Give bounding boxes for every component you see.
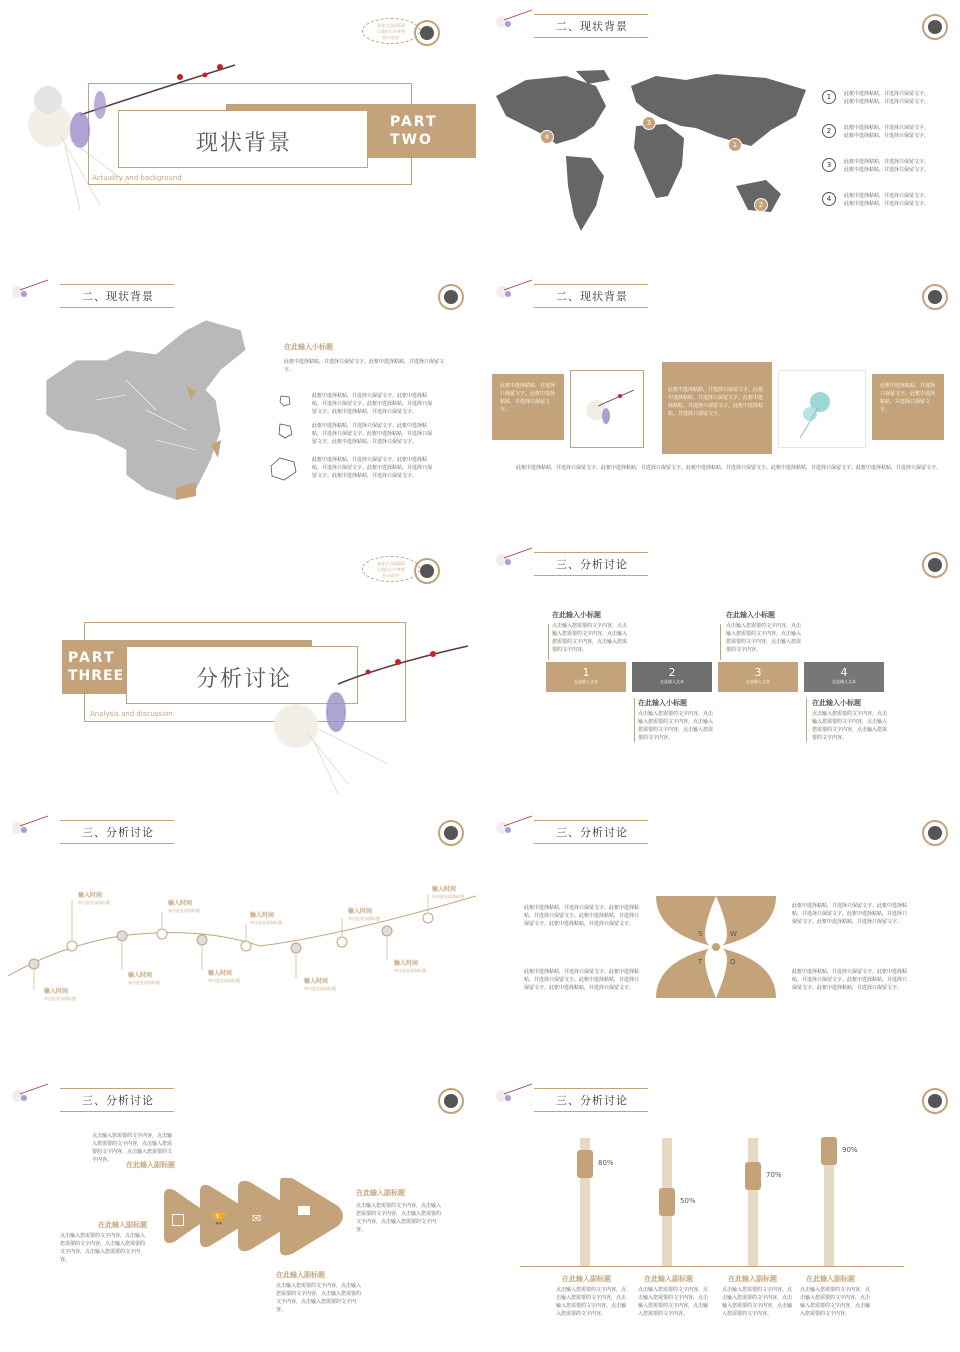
step-connector	[720, 624, 721, 660]
timeline-label: 输入时间 单击此处添加标题	[304, 978, 336, 991]
progress-track	[748, 1138, 758, 1266]
flower-corner-icon	[10, 278, 50, 300]
text-box: 此框中选择粘贴，并选择只保留文字。此框中选择粘贴，并选择只保留文字。此框中选择粘贴，并选择只保留文字。此框中选择粘贴，并选择只保留文字。	[662, 362, 772, 454]
bar-text: 点击输入您需要的文字内容，点击输入您需要的文字内容，点击输入您需要的文字内容，点击输入您需要的文字内容。	[800, 1287, 871, 1317]
slide-part-two	[0, 0, 476, 264]
step-box: 2 在此输入文本	[632, 662, 712, 692]
timeline-label: 输入时间 单击此处添加标题	[208, 970, 240, 983]
timeline-label: 输入时间 单击此处添加标题	[432, 886, 464, 899]
graduation-cap-logo-icon	[922, 284, 948, 310]
graduation-cap-logo-icon	[414, 558, 440, 584]
progress-label: 50%	[680, 1197, 696, 1205]
process-subtitle: 在此输入副标题	[356, 1189, 405, 1197]
slide-progress-bars	[484, 1074, 960, 1338]
mail-icon: ✉	[252, 1212, 262, 1225]
progress-handle	[745, 1162, 761, 1190]
swot-text: 此框中选择粘贴，并选择只保留文字。此框中选择粘贴，并选择只保留文字。此框中选择粘贴，并选择只保留文字。此框中选择粘贴，并选择只保留文字。	[524, 969, 640, 991]
bar-text: 点击输入您需要的文字内容，点击输入您需要的文字内容，点击输入您需要的文字内容，点击输入您需要的文字内容。	[638, 1287, 709, 1317]
slide-header: 二、现状背景	[534, 14, 648, 38]
timeline-label: 输入时间 单击此处添加标题	[394, 960, 426, 973]
flower-corner-icon	[10, 1082, 50, 1104]
bar-text: 点击输入您需要的文字内容，点击输入您需要的文字内容，点击输入您需要的文字内容，点击输入您需要的文字内容。	[556, 1287, 627, 1317]
map-pin: 1	[728, 138, 742, 152]
timeline-label: 输入时间 单击此处添加标题	[128, 972, 160, 985]
process-subtitle: 在此输入副标题	[126, 1161, 175, 1169]
slide-header: 三、分析讨论	[60, 1088, 174, 1112]
footer-text: 此框中选择粘贴，并选择只保留文字。此框中选择粘贴，并选择只保留文字。此框中选择粘贴，并选择只保留文字。此框中选择粘贴，并选择只保留文字。此框中选择粘贴，并选择只保留文字。	[516, 465, 942, 471]
graduation-cap-logo-icon	[438, 1088, 464, 1114]
step-box: 4 在此输入文本	[804, 662, 884, 692]
graduation-cap-logo-icon	[922, 14, 948, 40]
process-subtitle: 在此输入副标题	[276, 1271, 325, 1279]
trophy-icon: 🏆	[212, 1212, 226, 1225]
step-text: 点击输入您需要的文字内容，点击输入您需要的文字内容，点击输入您需要的文字内容，点击输入您需要的文字内容。	[638, 711, 714, 741]
english-subtitle: Actuality and background	[92, 174, 182, 182]
blue-flower-image	[790, 380, 850, 440]
part-label: PART	[68, 650, 116, 666]
flower-corner-icon	[494, 814, 534, 836]
step-connector	[548, 624, 549, 660]
bar-text: 点击输入您需要的文字内容，点击输入您需要的文字内容，点击输入您需要的文字内容，点击输入您需要的文字内容。	[722, 1287, 793, 1317]
subtitle: 在此输入小标题	[284, 343, 333, 351]
timeline-label: 输入时间 单击此处添加标题	[348, 908, 380, 921]
english-subtitle: Analysis and discussion	[90, 710, 173, 718]
graduation-cap-logo-icon	[438, 820, 464, 846]
list-number: 3	[822, 158, 836, 172]
process-subtitle: 在此输入副标题	[98, 1221, 147, 1229]
bar-subtitle: 在此输入副标题	[644, 1275, 693, 1283]
slide-timeline	[0, 806, 476, 1070]
step-subtitle: 在此输入小标题	[552, 611, 601, 619]
flower-corner-icon	[10, 814, 50, 836]
step-box: 1 在此输入文本	[546, 662, 626, 692]
swot-letter: S	[698, 930, 703, 938]
list-number: 1	[822, 90, 836, 104]
map-pin: 3	[642, 116, 656, 130]
slide-header: 三、分析讨论	[534, 552, 648, 576]
list-number: 2	[822, 124, 836, 138]
bar-subtitle: 在此输入副标题	[562, 1275, 611, 1283]
process-text: 点击输入您需要的文字内容，点击输入您需要的文字内容，点击输入您需要的文字内容，点击输入您需要的文字内容。	[356, 1203, 442, 1233]
part-label: PART	[390, 114, 438, 130]
bar-subtitle: 在此输入副标题	[728, 1275, 777, 1283]
graduation-cap-logo-icon	[922, 820, 948, 846]
process-text: 点击输入您需要的文字内容，点击输入您需要的文字内容，点击输入您需要的文字内容，点击输入您需要的文字内容。	[276, 1283, 362, 1313]
swot-letter: O	[730, 958, 736, 966]
slide-header: 二、现状背景	[534, 284, 648, 308]
swot-text: 此框中选择粘贴，并选择只保留文字。此框中选择粘贴，并选择只保留文字。此框中选择粘贴，并选择只保留文字。此框中选择粘贴，并选择只保留文字。	[524, 905, 640, 927]
list-number: 4	[822, 192, 836, 206]
logo-bubble: 星星点点LOGO 让我们心中梦想 努力成功!	[362, 556, 420, 582]
graduation-cap-logo-icon	[922, 552, 948, 578]
flower-corner-icon	[494, 278, 534, 300]
slide-world-map	[484, 0, 960, 264]
step-connector	[634, 698, 635, 742]
slide-header: 三、分析讨论	[60, 820, 174, 844]
timeline-label: 输入时间 单击此处添加标题	[44, 988, 76, 1001]
step-text: 点击输入您需要的文字内容，点击输入您需要的文字内容，点击输入您需要的文字内容，点击输入您需要的文字内容。	[552, 623, 628, 653]
progress-handle	[659, 1188, 675, 1216]
list-text: 此框中选择粘贴，并选择只保留文字。 此框中选择粘贴，并选择只保留文字。	[844, 125, 930, 139]
list-text: 此框中选择粘贴，并选择只保留文字。 此框中选择粘贴，并选择只保留文字。	[844, 193, 930, 207]
folder-icon	[298, 1206, 310, 1215]
swot-letter: W	[730, 930, 737, 938]
item-text: 此框中选择粘贴，并选择只保留文字。此框中选择粘贴，并选择只保留文字。此框中选择粘贴，并选择只保留文字。此框中选择粘贴，并选择只保留文字。	[312, 457, 433, 479]
step-text: 点击输入您需要的文字内容，点击输入您需要的文字内容，点击输入您需要的文字内容，点击输入您需要的文字内容。	[812, 711, 888, 741]
list-text: 此框中选择粘贴，并选择只保留文字。 此框中选择粘贴，并选择只保留文字。	[844, 159, 930, 173]
section-title: 现状背景	[196, 131, 293, 156]
slide-header: 三、分析讨论	[534, 1088, 648, 1112]
step-subtitle: 在此输入小标题	[638, 699, 687, 707]
map-pin: 4	[540, 130, 554, 144]
flower-corner-icon	[494, 546, 534, 568]
list-text: 此框中选择粘贴，并选择只保留文字。 此框中选择粘贴，并选择只保留文字。	[844, 91, 930, 105]
slide-header: 二、现状背景	[60, 284, 174, 308]
flower-branch-image	[580, 380, 636, 436]
item-text: 此框中选择粘贴，并选择只保留文字。此框中选择粘贴，并选择只保留文字。此框中选择粘贴，并选择只保留文字。此框中选择粘贴，并选择只保留文字。	[312, 423, 433, 445]
step-subtitle: 在此输入小标题	[812, 699, 861, 707]
step-text: 点击输入您需要的文字内容，点击输入您需要的文字内容，点击输入您需要的文字内容，点击输入您需要的文字内容。	[726, 623, 802, 653]
china-map	[36, 320, 256, 520]
slide-part-three	[0, 538, 476, 802]
process-text: 点击输入您需要的文字内容，点击输入您需要的文字内容，点击输入您需要的文字内容，点击输入您需要的文字内容。	[60, 1233, 146, 1263]
province-outline-icon	[276, 422, 294, 440]
slide-china-map	[0, 270, 476, 534]
logo-bubble: 星星点点LOGO 让我们心中梦想 努力成功!	[362, 18, 420, 44]
timeline-label: 输入时间 单击此处添加标题	[168, 900, 200, 913]
progress-handle	[577, 1150, 593, 1178]
province-outline-icon	[278, 394, 292, 408]
slide-four-steps	[484, 538, 960, 802]
bar-subtitle: 在此输入副标题	[806, 1275, 855, 1283]
flower-branch-illustration	[268, 634, 476, 802]
slide-swot	[484, 806, 960, 1070]
progress-label: 90%	[842, 1145, 858, 1154]
swot-diagram	[654, 894, 778, 1000]
step-subtitle: 在此输入小标题	[726, 611, 775, 619]
step-box: 3 在此输入文本	[718, 662, 798, 692]
document-icon	[172, 1214, 184, 1226]
timeline-label: 输入时间 单击此处添加标题	[250, 912, 282, 925]
swot-text: 此框中选择粘贴，并选择只保留文字。此框中选择粘贴，并选择只保留文字。此框中选择粘贴，并选择只保留文字。此框中选择粘贴，并选择只保留文字。	[792, 903, 908, 925]
graduation-cap-logo-icon	[414, 20, 440, 46]
province-outline-icon	[268, 456, 298, 482]
progress-label: 80%	[598, 1158, 614, 1167]
progress-handle	[821, 1137, 837, 1165]
part-number: TWO	[390, 132, 433, 148]
step-connector	[806, 698, 807, 742]
text-box: 此框中选择粘贴，并选择只保留文字。此框中选择粘贴，并选择只保留文字。	[492, 374, 564, 440]
flower-corner-icon	[494, 8, 534, 30]
part-number: THREE	[68, 668, 125, 684]
text-box: 此框中选择粘贴，并选择只保留文字。此框中选择粘贴，并选择只保留文字。	[872, 374, 944, 440]
slide-header: 三、分析讨论	[534, 820, 648, 844]
timeline-label: 输入时间 单击此处添加标题	[78, 892, 110, 905]
intro-text: 此框中选择粘贴，并选择只保留文字。此框中选择粘贴，并选择只保留文字。	[284, 359, 445, 373]
progress-label: 70%	[766, 1171, 782, 1180]
slide-arrow-process	[0, 1074, 476, 1338]
swot-text: 此框中选择粘贴，并选择只保留文字。此框中选择粘贴，并选择只保留文字。此框中选择粘贴，并选择只保留文字。此框中选择粘贴，并选择只保留文字。	[792, 969, 908, 991]
item-text: 此框中选择粘贴，并选择只保留文字。此框中选择粘贴，并选择只保留文字。此框中选择粘贴，并选择只保留文字。此框中选择粘贴，并选择只保留文字。	[312, 393, 433, 415]
swot-letter: T	[698, 958, 703, 966]
world-map	[486, 66, 816, 238]
slide-image-row	[484, 270, 960, 534]
graduation-cap-logo-icon	[438, 284, 464, 310]
map-pin: 2	[754, 198, 768, 212]
section-title: 分析讨论	[196, 667, 293, 692]
process-text: 点击输入您需要的文字内容，点击输入您需要的文字内容，点击输入您需要的文字内容，点击输入您需要的文字内容。	[92, 1133, 173, 1163]
flower-branch-illustration	[20, 55, 240, 215]
